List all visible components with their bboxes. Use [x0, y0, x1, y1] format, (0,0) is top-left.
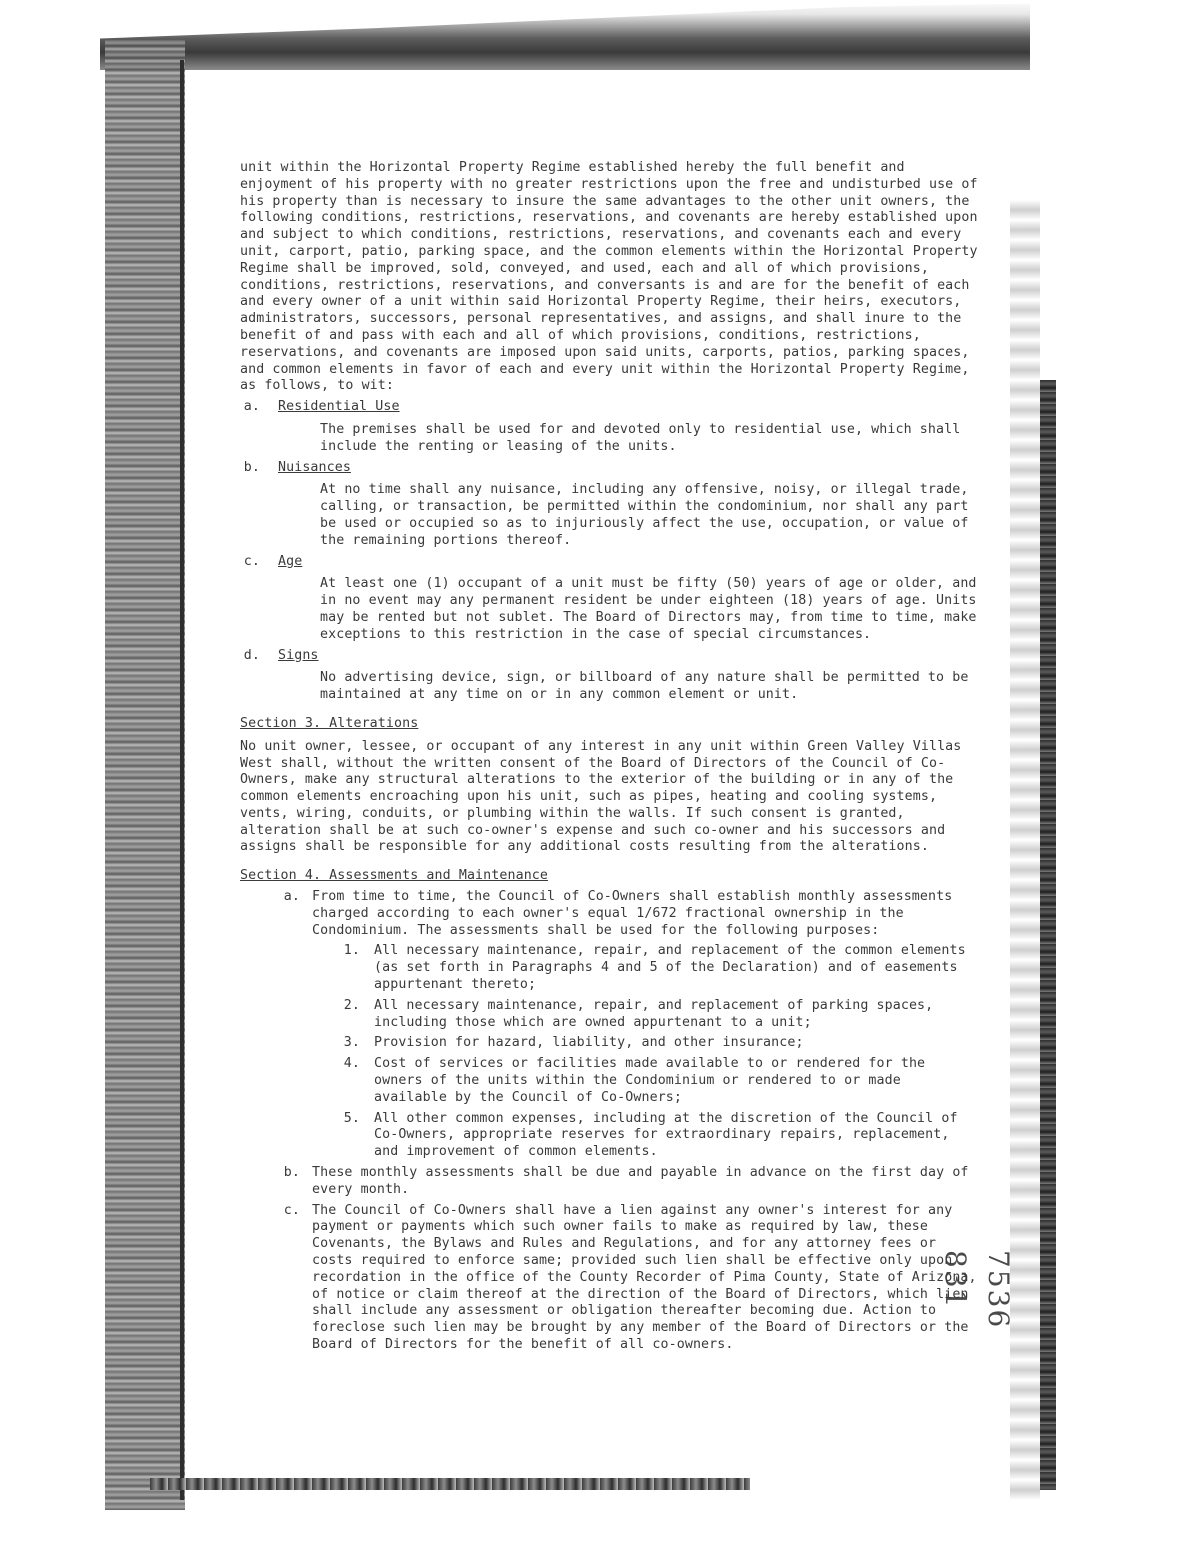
purpose-item [340, 1111, 980, 1161]
stamp-page: 831 [939, 1250, 972, 1310]
purpose-text: All necessary maintenance, repair, and replacement of parking spaces, including those which are owned appurtenant to a unit; [374, 997, 934, 1030]
document-body [240, 160, 980, 1354]
item-text: These monthly assessments shall be due and payable in advance on the first day of every month. [312, 1165, 969, 1197]
purpose-number: 3. [343, 1035, 360, 1051]
item-letter: a. [283, 889, 300, 905]
item-text: From time to time, the Council of Co-Owners shall establish monthly assessments charged according to each owner's equal 1/672 fractional ownership in the Condominium. The assessments shall be used for the following purposes: [312, 889, 953, 938]
restriction-body: At least one (1) occupant of a unit must be fifty (50) years of age or older, and in no event may any permanent resident be under eighteen (18) years of age. Units may be rented but not sublet. The Board of Directors may, from time to time, make exceptions to this restriction in the case of special circumstances. [320, 576, 977, 642]
scan-top-border [100, 0, 1030, 70]
restriction-c [240, 554, 980, 644]
restriction-a [240, 399, 980, 455]
scan-bottom-border [150, 1478, 750, 1490]
restriction-letter: c. [243, 553, 260, 569]
restriction-body: The premises shall be used for and devoted only to residential use, which shall include the renting or leasing of the units. [320, 421, 961, 454]
section-4-item-b [280, 1165, 980, 1199]
restriction-letter: b. [243, 459, 260, 475]
purpose-number: 2. [343, 997, 360, 1013]
purpose-item [340, 943, 980, 993]
scan-left-edge [180, 60, 184, 1500]
restriction-title: Residential Use [278, 399, 400, 415]
purpose-text: All necessary maintenance, repair, and replacement of the common elements (as set forth in Paragraphs 4 and 5 of the Declaration) and of easements appurtenant thereto; [374, 943, 966, 993]
restriction-b [240, 460, 980, 550]
section-3-body: No unit owner, lessee, or occupant of any interest in any unit within Green Valley Villas West shall, without the written consent of the Board of Directors of the Council of Co-Owners, make any structural alterations to the exterior of the building or in any of the common elements encroaching upon his unit, such as pipes, heating and cooling systems, vents, wiring, conduits, or plumbing within the walls. If such consent is granted, alteration shall be at such co-owner's expense and such co-owner and his successors and assigns shall be responsible for any additional costs resulting from the alterations. [240, 738, 962, 855]
restriction-heading [240, 648, 980, 665]
purpose-item [340, 998, 980, 1032]
purpose-text: Provision for hazard, liability, and other insurance; [374, 1035, 804, 1051]
restriction-title: Signs [278, 647, 319, 663]
restriction-title: Age [278, 553, 303, 569]
stamp-docket: 7536 [982, 1250, 1015, 1330]
restriction-d [240, 648, 980, 704]
restriction-heading [240, 460, 980, 477]
section-4-heading: Section 4. Assessments and Maintenance [240, 868, 549, 884]
restriction-title: Nuisances [278, 459, 351, 475]
intro-paragraph: unit within the Horizontal Property Regime established hereby the full benefit and enjoyment of his property with no greater restrictions upon the free and undisturbed use of his property than is necessary to insure the same advantages to the other unit owners, the following conditions, restrictions, reservations, and covenants are hereby established upon and subject to which conditions, restrictions, reservations, and covenants each and every unit, carport, patio, parking space, and the common elements within the Horizontal Property Regime shall be improved, sold, conveyed, and used, each and all of which provisions, conditions, restrictions, reservations, and conversants is and are for the benefit of each and every owner of a unit within said Horizontal Property Regime, their heirs, executors, administrators, successors, personal representatives, and assigns, and shall inure to the benefit of and pass with each and all of which provisions, conditions, restrictions, reservations, and covenants are imposed upon said units, carports, patios, parking spaces, and common elements in favor of each and every unit within the Horizontal Property Regime, as follows, to wit: [240, 160, 978, 394]
purpose-number: 4. [343, 1056, 360, 1072]
item-letter: c. [283, 1202, 300, 1218]
purpose-item [340, 1035, 980, 1052]
section-4-item-c [280, 1203, 980, 1354]
restriction-heading [240, 399, 980, 416]
purpose-number: 1. [343, 943, 360, 959]
restriction-heading [240, 554, 980, 571]
restriction-letter: a. [243, 399, 260, 415]
purpose-text: All other common expenses, including at the discretion of the Council of Co-Owners, appropriate reserves for extraordinary repairs, replacement, and improvement of common elements. [374, 1110, 958, 1160]
restriction-letter: d. [243, 647, 260, 663]
section-3-heading: Section 3. Alterations [240, 715, 419, 731]
restriction-body: No advertising device, sign, or billboard of any nature shall be permitted to be maintained at any time on or in any common element or unit. [320, 670, 969, 703]
item-letter: b. [283, 1165, 300, 1181]
scan-left-border [105, 40, 185, 1510]
scan-right-border [1040, 380, 1056, 1490]
section-4-item-a [280, 889, 980, 939]
item-text: The Council of Co-Owners shall have a lien against any owner's interest for any payment or payments which such owner fails to make as required by law, these Covenants, the Bylaws and Rules and Regulations, and for any attorney fees or costs required to enforce same; provided such lien shall be effective only upon recordation in the office of the County Recorder of Pima County, State of Arizona, of notice or claim thereof at the direction of the Board of Directors, which lien shall include any assessment or obligation thereafter becoming due. Action to foreclose such lien may be brought by any member of the Board of Directors or the Board of Directors for the benefit of all co-owners. [312, 1202, 977, 1352]
restriction-body: At no time shall any nuisance, including any offensive, noisy, or illegal trade, calling, or transaction, be permitted within the condominium, nor shall any part be used or occupied so as to injuriously affect the use, occupation, or value of the remaining portions thereof. [320, 482, 969, 548]
purpose-number: 5. [343, 1110, 360, 1126]
purpose-item [340, 1056, 980, 1106]
purpose-text: Cost of services or facilities made available to or rendered for the owners of the units within the Condominium or rendered to or made available by the Council of Co-Owners; [374, 1056, 926, 1105]
